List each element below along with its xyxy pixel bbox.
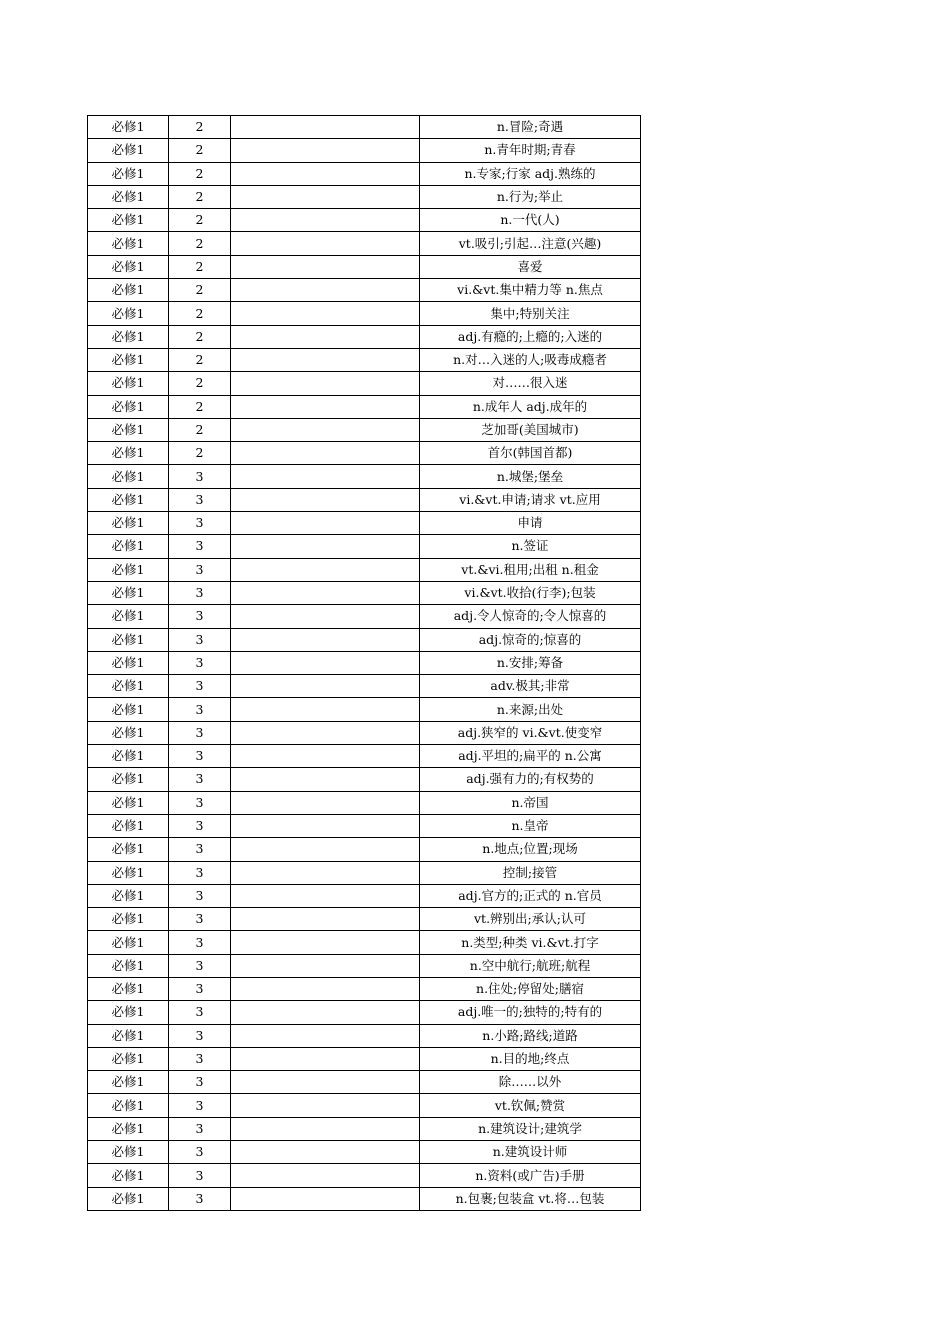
- textbook-cell: 必修1: [88, 628, 169, 651]
- table-row: [88, 1071, 641, 1094]
- textbook-cell: 必修1: [88, 348, 169, 371]
- textbook-cell: 必修1: [88, 721, 169, 744]
- unit-cell: 3: [169, 861, 231, 884]
- word-cell: [231, 209, 420, 232]
- table-row: [88, 628, 641, 651]
- unit-cell: 2: [169, 255, 231, 278]
- unit-cell: 3: [169, 628, 231, 651]
- meaning-cell: 控制;接管: [420, 861, 641, 884]
- unit-cell: 3: [169, 581, 231, 604]
- table-row: [88, 791, 641, 814]
- textbook-cell: 必修1: [88, 558, 169, 581]
- meaning-cell: n.青年时期;青春: [420, 139, 641, 162]
- textbook-cell: 必修1: [88, 442, 169, 465]
- textbook-cell: 必修1: [88, 977, 169, 1000]
- table-row: [88, 139, 641, 162]
- meaning-cell: 申请: [420, 512, 641, 535]
- textbook-cell: 必修1: [88, 908, 169, 931]
- unit-cell: 3: [169, 558, 231, 581]
- word-cell: [231, 605, 420, 628]
- word-cell: [231, 977, 420, 1000]
- table-row: [88, 279, 641, 302]
- word-cell: [231, 558, 420, 581]
- unit-cell: 3: [169, 605, 231, 628]
- word-cell: [231, 954, 420, 977]
- word-cell: [231, 512, 420, 535]
- textbook-cell: 必修1: [88, 1117, 169, 1140]
- unit-cell: 3: [169, 535, 231, 558]
- textbook-cell: 必修1: [88, 1024, 169, 1047]
- textbook-cell: 必修1: [88, 116, 169, 139]
- textbook-cell: 必修1: [88, 162, 169, 185]
- word-cell: [231, 325, 420, 348]
- word-cell: [231, 255, 420, 278]
- unit-cell: 2: [169, 418, 231, 441]
- word-cell: [231, 838, 420, 861]
- table-row: [88, 488, 641, 511]
- word-cell: [231, 279, 420, 302]
- meaning-cell: vt.吸引;引起…注意(兴趣): [420, 232, 641, 255]
- word-cell: [231, 185, 420, 208]
- meaning-cell: n.皇帝: [420, 814, 641, 837]
- table-row: [88, 861, 641, 884]
- meaning-cell: n.空中航行;航班;航程: [420, 954, 641, 977]
- word-cell: [231, 535, 420, 558]
- word-cell: [231, 884, 420, 907]
- meaning-cell: 芝加哥(美国城市): [420, 418, 641, 441]
- table-row: [88, 348, 641, 371]
- word-cell: [231, 488, 420, 511]
- meaning-cell: adj.有瘾的;上瘾的;入迷的: [420, 325, 641, 348]
- meaning-cell: vi.&vt.收拾(行李);包装: [420, 581, 641, 604]
- word-cell: [231, 116, 420, 139]
- word-cell: [231, 908, 420, 931]
- word-cell: [231, 162, 420, 185]
- textbook-cell: 必修1: [88, 814, 169, 837]
- unit-cell: 3: [169, 908, 231, 931]
- vocabulary-table: [87, 115, 641, 1211]
- word-cell: [231, 651, 420, 674]
- meaning-cell: n.建筑设计师: [420, 1141, 641, 1164]
- table-row: [88, 605, 641, 628]
- textbook-cell: 必修1: [88, 1187, 169, 1210]
- unit-cell: 3: [169, 814, 231, 837]
- table-row: [88, 512, 641, 535]
- table-row: [88, 232, 641, 255]
- meaning-cell: vi.&vt.集中精力等 n.焦点: [420, 279, 641, 302]
- textbook-cell: 必修1: [88, 698, 169, 721]
- table-row: [88, 442, 641, 465]
- word-cell: [231, 791, 420, 814]
- unit-cell: 3: [169, 698, 231, 721]
- word-cell: [231, 931, 420, 954]
- unit-cell: 2: [169, 302, 231, 325]
- table-row: [88, 372, 641, 395]
- meaning-cell: n.成年人 adj.成年的: [420, 395, 641, 418]
- meaning-cell: 集中;特别关注: [420, 302, 641, 325]
- unit-cell: 3: [169, 512, 231, 535]
- meaning-cell: n.对…入迷的人;吸毒成瘾者: [420, 348, 641, 371]
- word-cell: [231, 348, 420, 371]
- textbook-cell: 必修1: [88, 488, 169, 511]
- unit-cell: 3: [169, 488, 231, 511]
- unit-cell: 2: [169, 185, 231, 208]
- word-cell: [231, 628, 420, 651]
- table-row: [88, 209, 641, 232]
- word-cell: [231, 139, 420, 162]
- meaning-cell: adj.令人惊奇的;令人惊喜的: [420, 605, 641, 628]
- meaning-cell: n.住处;停留处;膳宿: [420, 977, 641, 1000]
- unit-cell: 3: [169, 1141, 231, 1164]
- unit-cell: 2: [169, 139, 231, 162]
- table-row: [88, 675, 641, 698]
- textbook-cell: 必修1: [88, 884, 169, 907]
- textbook-cell: 必修1: [88, 651, 169, 674]
- word-cell: [231, 1164, 420, 1187]
- table-row: [88, 418, 641, 441]
- textbook-cell: 必修1: [88, 302, 169, 325]
- textbook-cell: 必修1: [88, 1141, 169, 1164]
- word-cell: [231, 1047, 420, 1070]
- unit-cell: 3: [169, 954, 231, 977]
- meaning-cell: n.资料(或广告)手册: [420, 1164, 641, 1187]
- textbook-cell: 必修1: [88, 1071, 169, 1094]
- meaning-cell: n.包裹;包装盒 vt.将…包装: [420, 1187, 641, 1210]
- table-row: [88, 185, 641, 208]
- textbook-cell: 必修1: [88, 372, 169, 395]
- word-cell: [231, 675, 420, 698]
- table-row: [88, 884, 641, 907]
- unit-cell: 3: [169, 838, 231, 861]
- unit-cell: 2: [169, 162, 231, 185]
- table-row: [88, 651, 641, 674]
- unit-cell: 2: [169, 209, 231, 232]
- table-row: [88, 1024, 641, 1047]
- unit-cell: 3: [169, 1071, 231, 1094]
- table-row: [88, 302, 641, 325]
- meaning-cell: adv.极其;非常: [420, 675, 641, 698]
- textbook-cell: 必修1: [88, 535, 169, 558]
- meaning-cell: n.一代(人): [420, 209, 641, 232]
- word-cell: [231, 745, 420, 768]
- textbook-cell: 必修1: [88, 745, 169, 768]
- table-row: [88, 838, 641, 861]
- meaning-cell: n.小路;路线;道路: [420, 1024, 641, 1047]
- textbook-cell: 必修1: [88, 139, 169, 162]
- word-cell: [231, 1094, 420, 1117]
- table-row: [88, 1164, 641, 1187]
- textbook-cell: 必修1: [88, 395, 169, 418]
- textbook-cell: 必修1: [88, 418, 169, 441]
- table-row: [88, 768, 641, 791]
- unit-cell: 3: [169, 1024, 231, 1047]
- meaning-cell: adj.强有力的;有权势的: [420, 768, 641, 791]
- unit-cell: 3: [169, 1094, 231, 1117]
- word-cell: [231, 1141, 420, 1164]
- table-row: [88, 581, 641, 604]
- table-row: [88, 465, 641, 488]
- textbook-cell: 必修1: [88, 861, 169, 884]
- meaning-cell: 首尔(韩国首都): [420, 442, 641, 465]
- textbook-cell: 必修1: [88, 1094, 169, 1117]
- meaning-cell: n.冒险;奇遇: [420, 116, 641, 139]
- textbook-cell: 必修1: [88, 209, 169, 232]
- unit-cell: 3: [169, 1164, 231, 1187]
- unit-cell: 3: [169, 745, 231, 768]
- table-row: [88, 721, 641, 744]
- unit-cell: 3: [169, 884, 231, 907]
- unit-cell: 3: [169, 1047, 231, 1070]
- meaning-cell: adj.狭窄的 vi.&vt.使变窄: [420, 721, 641, 744]
- meaning-cell: n.签证: [420, 535, 641, 558]
- unit-cell: 2: [169, 372, 231, 395]
- table-row: [88, 931, 641, 954]
- meaning-cell: n.行为;举止: [420, 185, 641, 208]
- word-cell: [231, 581, 420, 604]
- table-row: [88, 1001, 641, 1024]
- meaning-cell: adj.官方的;正式的 n.官员: [420, 884, 641, 907]
- unit-cell: 2: [169, 348, 231, 371]
- meaning-cell: adj.惊奇的;惊喜的: [420, 628, 641, 651]
- unit-cell: 3: [169, 1187, 231, 1210]
- unit-cell: 2: [169, 232, 231, 255]
- textbook-cell: 必修1: [88, 791, 169, 814]
- table-row: [88, 162, 641, 185]
- word-cell: [231, 1001, 420, 1024]
- textbook-cell: 必修1: [88, 675, 169, 698]
- word-cell: [231, 465, 420, 488]
- word-cell: [231, 232, 420, 255]
- meaning-cell: n.城堡;堡垒: [420, 465, 641, 488]
- table-row: [88, 1187, 641, 1210]
- table-row: [88, 1047, 641, 1070]
- meaning-cell: n.类型;种类 vi.&vt.打字: [420, 931, 641, 954]
- textbook-cell: 必修1: [88, 512, 169, 535]
- textbook-cell: 必修1: [88, 1047, 169, 1070]
- unit-cell: 3: [169, 977, 231, 1000]
- table-row: [88, 745, 641, 768]
- unit-cell: 3: [169, 1117, 231, 1140]
- meaning-cell: n.地点;位置;现场: [420, 838, 641, 861]
- unit-cell: 2: [169, 442, 231, 465]
- unit-cell: 3: [169, 651, 231, 674]
- meaning-cell: adj.平坦的;扁平的 n.公寓: [420, 745, 641, 768]
- word-cell: [231, 442, 420, 465]
- word-cell: [231, 1024, 420, 1047]
- word-cell: [231, 721, 420, 744]
- meaning-cell: 对……很入迷: [420, 372, 641, 395]
- meaning-cell: vt.&vi.租用;出租 n.租金: [420, 558, 641, 581]
- textbook-cell: 必修1: [88, 255, 169, 278]
- unit-cell: 3: [169, 465, 231, 488]
- textbook-cell: 必修1: [88, 232, 169, 255]
- word-cell: [231, 768, 420, 791]
- unit-cell: 3: [169, 1001, 231, 1024]
- table-row: [88, 1094, 641, 1117]
- word-cell: [231, 395, 420, 418]
- meaning-cell: adj.唯一的;独特的;特有的: [420, 1001, 641, 1024]
- unit-cell: 3: [169, 791, 231, 814]
- meaning-cell: n.安排;筹备: [420, 651, 641, 674]
- meaning-cell: 喜爱: [420, 255, 641, 278]
- unit-cell: 3: [169, 931, 231, 954]
- unit-cell: 2: [169, 116, 231, 139]
- table-row: [88, 954, 641, 977]
- table-row: [88, 977, 641, 1000]
- word-cell: [231, 861, 420, 884]
- word-cell: [231, 302, 420, 325]
- meaning-cell: n.专家;行家 adj.熟练的: [420, 162, 641, 185]
- table-row: [88, 535, 641, 558]
- meaning-cell: n.建筑设计;建筑学: [420, 1117, 641, 1140]
- unit-cell: 3: [169, 675, 231, 698]
- word-cell: [231, 418, 420, 441]
- table-row: [88, 325, 641, 348]
- table-row: [88, 814, 641, 837]
- textbook-cell: 必修1: [88, 768, 169, 791]
- word-cell: [231, 1071, 420, 1094]
- table-row: [88, 116, 641, 139]
- textbook-cell: 必修1: [88, 931, 169, 954]
- word-cell: [231, 1187, 420, 1210]
- table-row: [88, 395, 641, 418]
- textbook-cell: 必修1: [88, 465, 169, 488]
- meaning-cell: n.目的地;终点: [420, 1047, 641, 1070]
- textbook-cell: 必修1: [88, 185, 169, 208]
- meaning-cell: n.帝国: [420, 791, 641, 814]
- textbook-cell: 必修1: [88, 581, 169, 604]
- meaning-cell: 除……以外: [420, 1071, 641, 1094]
- unit-cell: 2: [169, 325, 231, 348]
- meaning-cell: n.来源;出处: [420, 698, 641, 721]
- meaning-cell: vt.辨别出;承认;认可: [420, 908, 641, 931]
- table-row: [88, 1141, 641, 1164]
- textbook-cell: 必修1: [88, 1001, 169, 1024]
- table-row: [88, 698, 641, 721]
- textbook-cell: 必修1: [88, 325, 169, 348]
- meaning-cell: vt.钦佩;赞赏: [420, 1094, 641, 1117]
- meaning-cell: vi.&vt.申请;请求 vt.应用: [420, 488, 641, 511]
- unit-cell: 2: [169, 395, 231, 418]
- textbook-cell: 必修1: [88, 605, 169, 628]
- word-cell: [231, 814, 420, 837]
- textbook-cell: 必修1: [88, 954, 169, 977]
- word-cell: [231, 372, 420, 395]
- table-row: [88, 908, 641, 931]
- textbook-cell: 必修1: [88, 1164, 169, 1187]
- table-row: [88, 1117, 641, 1140]
- textbook-cell: 必修1: [88, 279, 169, 302]
- unit-cell: 3: [169, 721, 231, 744]
- textbook-cell: 必修1: [88, 838, 169, 861]
- word-cell: [231, 698, 420, 721]
- table-row: [88, 558, 641, 581]
- unit-cell: 3: [169, 768, 231, 791]
- table-row: [88, 255, 641, 278]
- word-cell: [231, 1117, 420, 1140]
- vocabulary-table-body: [88, 116, 641, 1211]
- unit-cell: 2: [169, 279, 231, 302]
